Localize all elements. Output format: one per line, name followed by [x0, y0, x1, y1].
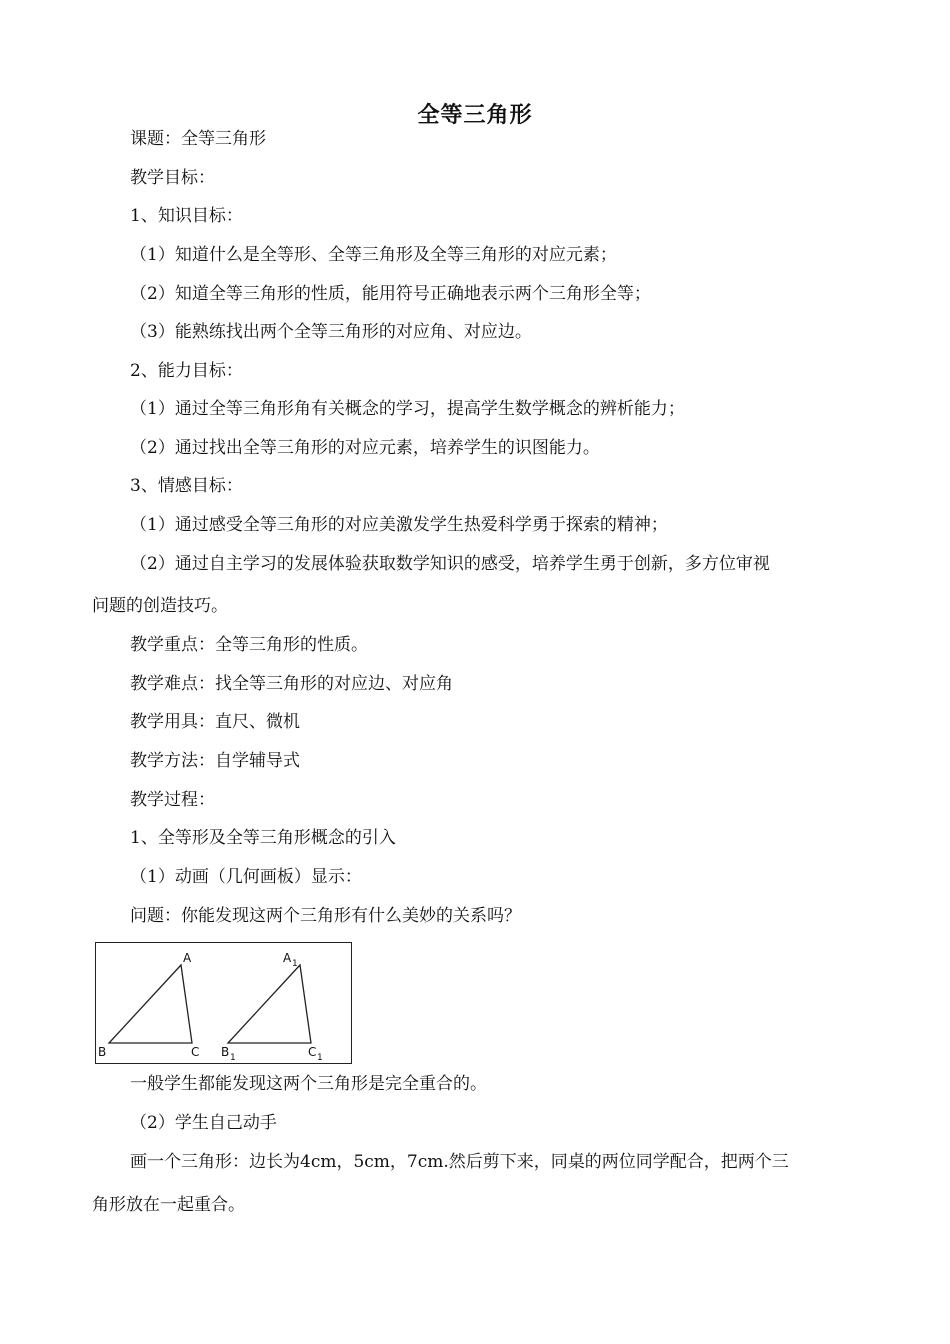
vertex-c1-label: C — [308, 1045, 317, 1059]
emotion-heading: 3、情感目标： — [130, 476, 243, 496]
activity-line: 画一个三角形：边长为4cm，5cm，7cm.然后剪下来，同桌的两位同学配合，把两个三 — [130, 1152, 789, 1172]
emotion-item-2-continued: 问题的创造技巧。 — [92, 596, 228, 616]
activity-line-continued: 角形放在一起重合。 — [92, 1195, 245, 1215]
page-title: 全等三角形 — [417, 103, 533, 128]
knowledge-item-1: （1）知道什么是全等形、全等三角形及全等三角形的对应元素； — [130, 245, 617, 265]
vertex-b1-subscript: 1 — [230, 1053, 236, 1063]
ability-item-2: （2）通过找出全等三角形的对应元素，培养学生的识图能力。 — [130, 438, 600, 458]
knowledge-heading: 1、知识目标： — [130, 206, 243, 226]
vertex-b-label: B — [98, 1045, 107, 1059]
emotion-item-2: （2）通过自主学习的发展体验获取数学知识的感受，培养学生勇于创新，多方位审视 — [130, 554, 770, 574]
teaching-tools: 教学用具：直尺、微机 — [130, 712, 300, 732]
ability-heading: 2、能力目标： — [130, 361, 243, 381]
knowledge-item-2: （2）知道全等三角形的性质，能用符号正确地表示两个三角形全等； — [130, 284, 651, 304]
hands-on-heading: （2）学生自己动手 — [130, 1113, 277, 1133]
observation-line: 一般学生都能发现这两个三角形是完全重合的。 — [130, 1074, 487, 1094]
vertex-c-label: C — [191, 1045, 200, 1059]
difficult-point: 教学难点：找全等三角形的对应边、对应角 — [130, 674, 453, 694]
question-line: 问题：你能发现这两个三角形有什么美妙的关系吗？ — [130, 906, 521, 926]
triangle-a1b1c1 — [228, 965, 311, 1043]
topic-line: 课题：全等三角形 — [130, 129, 266, 149]
vertex-a1-label: A — [283, 951, 292, 965]
triangle-abc — [109, 965, 192, 1043]
objectives-heading: 教学目标： — [130, 168, 215, 188]
emotion-item-1: （1）通过感受全等三角形的对应美激发学生热爱科学勇于探索的精神； — [130, 515, 668, 535]
vertex-a-label: A — [183, 951, 192, 965]
knowledge-item-3: （3）能熟练找出两个全等三角形的对应角、对应边。 — [130, 322, 532, 342]
animation-item: （1）动画（几何画板）显示： — [130, 867, 362, 887]
congruent-triangles-figure — [95, 942, 352, 1064]
process-step-1: 1、全等形及全等三角形概念的引入 — [130, 828, 396, 848]
vertex-b1-label: B — [221, 1045, 230, 1059]
process-heading: 教学过程： — [130, 790, 215, 810]
ability-item-1: （1）通过全等三角形角有关概念的学习，提高学生数学概念的辨析能力； — [130, 399, 685, 419]
vertex-a1-subscript: 1 — [292, 959, 298, 969]
triangles-diagram — [96, 943, 353, 1065]
teaching-method: 教学方法：自学辅导式 — [130, 751, 300, 771]
vertex-c1-subscript: 1 — [317, 1053, 323, 1063]
key-point: 教学重点：全等三角形的性质。 — [130, 635, 368, 655]
